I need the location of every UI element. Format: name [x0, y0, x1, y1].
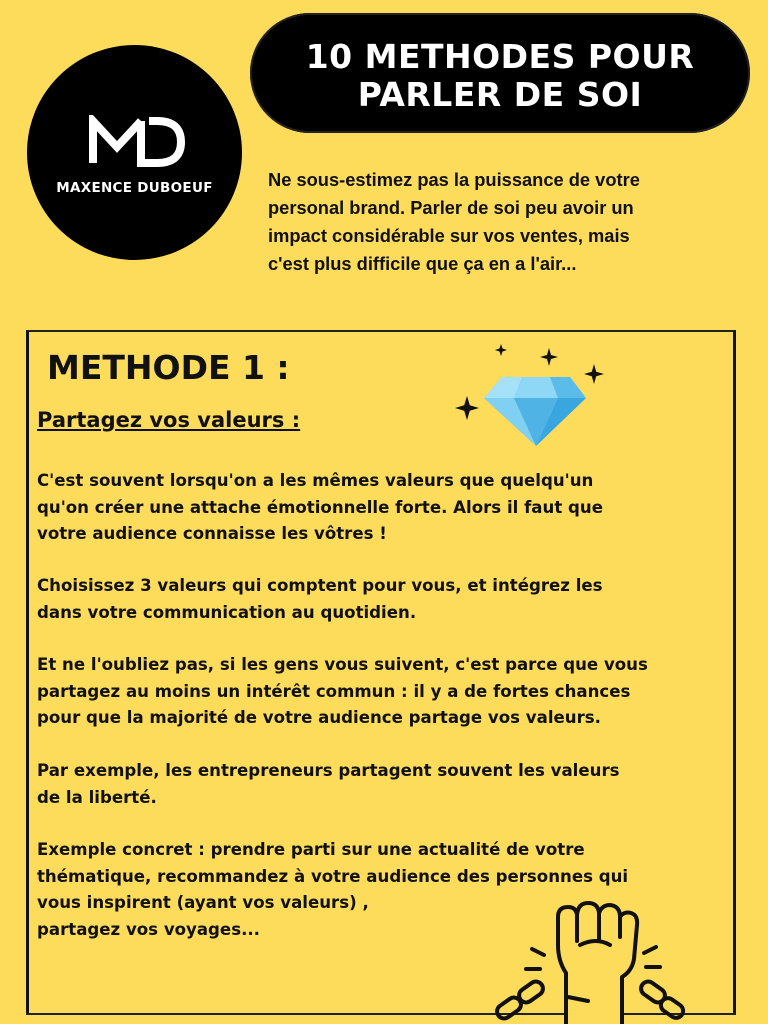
page-title — [250, 38, 750, 114]
paragraph-line: partagez vos voyages... — [37, 919, 260, 939]
intro-line: Ne sous-estimez pas la puissance de votre — [268, 169, 640, 190]
sparkle-icon — [495, 344, 507, 356]
md-monogram-icon — [87, 115, 185, 167]
brand-name: MAXENCE DUBOEUF — [56, 180, 213, 196]
paragraph-line: thématique, recommandez à votre audience des personnes qui — [37, 866, 629, 886]
title-banner — [250, 13, 750, 133]
title-line-2: PARLER DE SOI — [357, 75, 643, 114]
paragraph-line: partagez au moins un intérêt commun : il y a de fortes chances — [37, 681, 631, 701]
raised-fist-illustration — [488, 893, 688, 1024]
brand-logo — [27, 45, 242, 260]
paragraph-line: vous inspirent (ayant vos valeurs) , — [37, 893, 369, 912]
diamond-illustration — [452, 340, 612, 450]
paragraph-line: Par exemple, les entrepreneurs partagent souvent les valeurs — [37, 761, 620, 780]
intro-text — [268, 166, 738, 278]
paragraph — [37, 652, 712, 732]
paragraph-line: de la liberté. — [37, 787, 157, 807]
sparkle-icon — [540, 348, 558, 366]
paragraph-line: dans votre communication au quotidien. — [37, 602, 417, 622]
paragraph-line: pour que la majorité de votre audience partage vos valeurs. — [37, 708, 601, 727]
intro-line: personal brand. Parler de soi peu avoir un — [268, 197, 634, 218]
raised-fist-icon — [558, 903, 637, 1024]
method-subheading: Partagez vos valeurs : — [37, 408, 301, 432]
title-line-1: 10 METHODES POUR — [305, 37, 695, 76]
method-heading: METHODE 1 : — [47, 348, 290, 387]
diamond-icon — [484, 377, 586, 446]
paragraph — [37, 758, 712, 811]
paragraph-line: C'est souvent lorsqu'on a les mêmes valeurs que quelqu'un — [37, 471, 594, 490]
paragraph-line: Et ne l'oubliez pas, si les gens vous suivent, c'est parce que vous — [37, 655, 648, 674]
paragraph-line: Choisissez 3 valeurs qui comptent pour vous, et intégrez les — [37, 576, 603, 595]
paragraph-line: votre audience connaisse les vôtres ! — [37, 524, 387, 543]
sparkle-icon — [455, 396, 479, 420]
paragraph-line: qu'on créer une attache émotionnelle forte. Alors il faut que — [37, 497, 603, 517]
sparkle-icon — [584, 364, 604, 384]
paragraph-line: Exemple concret : prendre parti sur une actualité de votre — [37, 840, 585, 859]
paragraph — [37, 573, 712, 626]
intro-line: impact considérable sur vos ventes, mais — [268, 225, 630, 246]
intro-line: c'est plus difficile que ça en a l'air... — [268, 253, 577, 274]
paragraph — [37, 468, 712, 548]
